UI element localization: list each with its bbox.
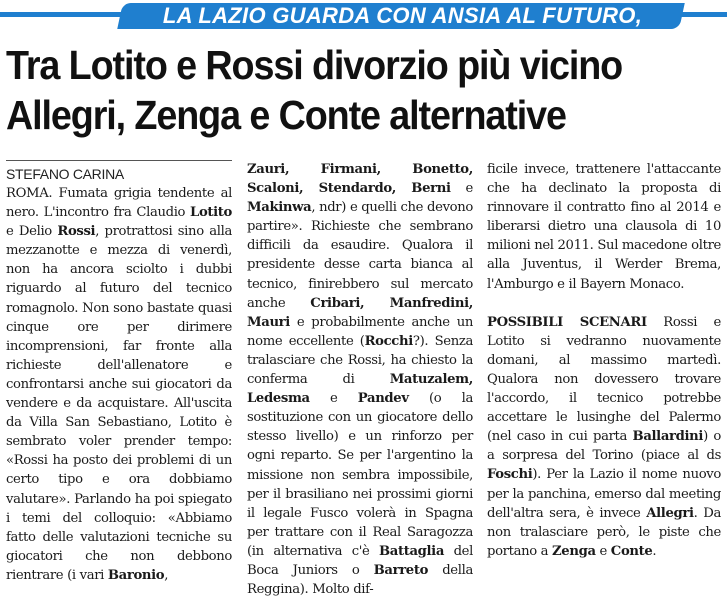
text-run: . Da non tralasciare però, le piste che portano a bbox=[487, 505, 722, 559]
kicker-text: LA LAZIO GUARDA CON ANSIA AL FUTURO, bbox=[162, 3, 643, 28]
bold-name: Foschi bbox=[487, 467, 533, 483]
text-run: , protrattosi sino alla mezzanotte e mezza di venerdì, non ha ancora sciolto i dubbi riguardo al futuro del tecnico romagnolo. Non sono bastate quasi cinque ore per dirimere incomprensioni, far fronte alla richieste dell'allenatore e confrontarsi anche sui giocatori da vendere e da acquistare. All'uscita da Villa San Sebastiano, Lotito è sembrato voler prender tempo: «Rossi ha posto dei problemi di un certo tipo e ora dobbiamo valutare». Parlando ha poi spiegato i temi del colloquio: «Abbiamo fatto delle valutazioni tecniche su giocatori che non debbono rientrare (i vari bbox=[6, 224, 232, 583]
bold-name: Baronio bbox=[107, 567, 165, 583]
bold-name: Allegri bbox=[646, 505, 694, 521]
paragraph bbox=[487, 160, 721, 294]
text-run: (o la sostituzione con un giocatore dello stesso livello) e un rinforzo per ogni reparto. Se per l'argentino la missione non sembra impossibile, per il brasiliano nei prossimi giorni il legale Fusco volerà in Spagna per trattare con il Real Saragozza (in alternativa c'è bbox=[247, 391, 473, 559]
bold-name: POSSIBILI SCENARI bbox=[487, 314, 647, 330]
bold-name: Battaglia bbox=[378, 543, 445, 559]
text-run: ) o a sorpresa del Torino (piace al ds bbox=[487, 429, 721, 464]
bold-name: Rossi bbox=[57, 224, 96, 240]
text-run: ROMA. Fumata grigia tendente al nero. L'incontro fra Claudio bbox=[6, 186, 232, 221]
text-run: , bbox=[164, 567, 169, 583]
bold-name: Matuzalem, Ledesma bbox=[247, 372, 473, 407]
bold-name: Conte bbox=[610, 543, 653, 559]
byline: STEFANO CARINA bbox=[6, 166, 124, 182]
bold-name: Rocchi bbox=[364, 333, 413, 349]
article-column-2 bbox=[247, 160, 473, 599]
text-run: e bbox=[309, 391, 358, 407]
headline bbox=[6, 40, 668, 140]
article-column-3 bbox=[487, 160, 721, 561]
bold-name: Zenga bbox=[552, 543, 596, 559]
paragraph-gap bbox=[487, 294, 721, 313]
text-run: ficile invece, trattenere l'attaccante che ha declinato la proposta di rinnovare il contratto fino al 2014 e liberarsi dietro una clausola di 10 milioni nel 2011. Sul macedone oltre alla Juventus, il Werder Brema, l'Amburgo e il Bayern Monaco. bbox=[487, 162, 721, 292]
byline-divider bbox=[6, 160, 232, 161]
text-run: . bbox=[652, 543, 657, 559]
headline-line-1: Tra Lotito e Rossi divorzio più vicino bbox=[6, 42, 623, 88]
text-run: ). Per la Lazio il nome nuovo per la panchina, emerso dal meeting dell'altra sera, è invece bbox=[487, 467, 721, 521]
text-run: e bbox=[450, 181, 473, 197]
text-run: , ndr) e quelli che devono partire». Richieste che sembrano difficili da esaudire. Qualora il presidente desse carta bianca al tecnico, finirebbero sul mercato anche bbox=[247, 200, 473, 311]
text-run: e probabilmente anche un nome eccellente ( bbox=[247, 314, 473, 349]
text-run: e Delio bbox=[6, 224, 58, 240]
bold-name: Lotito bbox=[190, 205, 232, 221]
bold-name: Cribari, Manfredini, Mauri bbox=[247, 295, 473, 330]
headline-line-2: Allegri, Zenga e Conte alternative bbox=[6, 92, 566, 138]
bold-name: Ballardini bbox=[632, 429, 704, 445]
paragraph bbox=[247, 160, 473, 599]
paragraph-possibili-scenari bbox=[487, 313, 721, 561]
bold-name: Zauri, Firmani, Bonetto, Scaloni, Stendardo, Berni bbox=[247, 162, 473, 197]
article-column-1 bbox=[6, 184, 232, 585]
bold-name: Pandev bbox=[357, 391, 409, 407]
paragraph bbox=[6, 184, 232, 585]
text-run: della Reggina). Molto dif- bbox=[247, 562, 473, 598]
bold-name: Barreto bbox=[373, 562, 429, 578]
text-run: e bbox=[595, 543, 611, 559]
bold-name: Makinwa bbox=[247, 200, 312, 216]
text-run: ?). Senza tralasciare che Rossi, ha chiesto la conferma di bbox=[247, 333, 473, 388]
text-run: del Boca Juniors o bbox=[247, 543, 473, 578]
kicker-banner bbox=[0, 0, 727, 34]
text-run: Rossi e Lotito si vedranno nuovamente domani, al massimo martedì. Qualora non dovessero trovare l'accordo, il tecnico potrebbe accettare le lusinghe del Palermo (nel caso in cui parta bbox=[487, 314, 721, 445]
